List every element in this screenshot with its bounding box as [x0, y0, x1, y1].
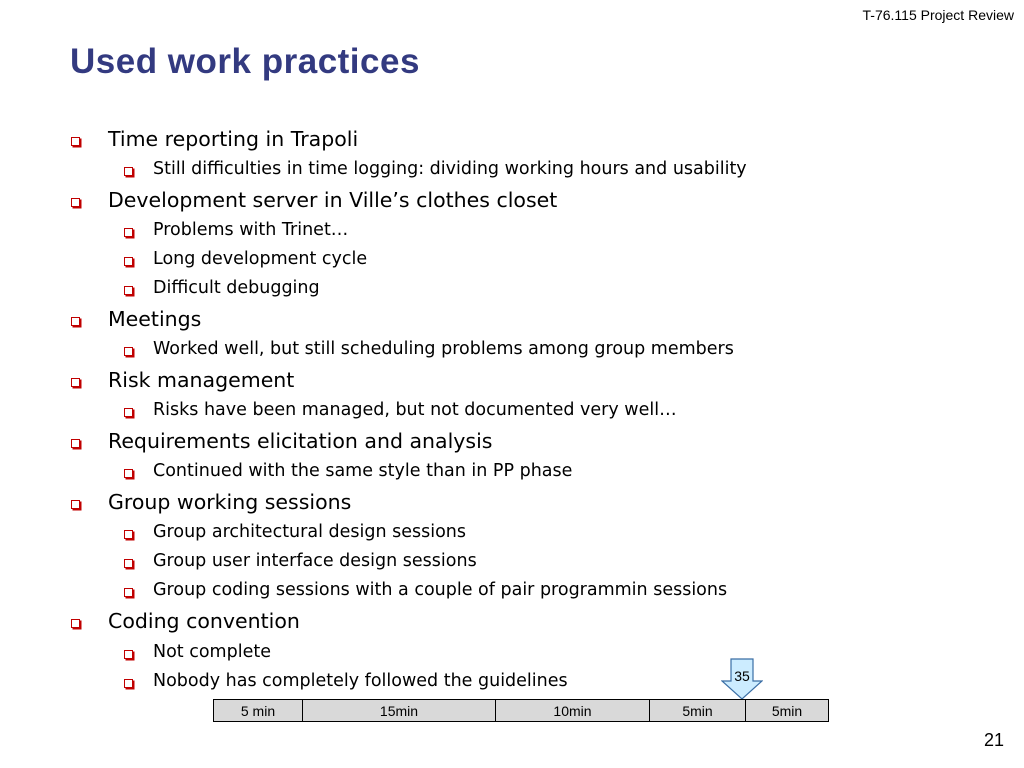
bullet-item: [108, 490, 351, 514]
bullet-text: Risk management: [108, 368, 295, 392]
bullet-item: [108, 188, 557, 212]
timeline-segment: 5min: [650, 700, 746, 721]
timeline-marker-label: 35: [734, 668, 750, 684]
sub-bullet-item: [153, 642, 271, 662]
sub-bullet-text: Problems with Trinet…: [153, 220, 349, 240]
bullet-square-icon: [124, 530, 133, 539]
bullet-square-icon: [124, 228, 133, 237]
sub-bullet-text: Nobody has completely followed the guidelines: [153, 671, 568, 691]
sub-bullet-text: Risks have been managed, but not documented very well…: [153, 400, 677, 420]
bullet-item: [108, 609, 300, 633]
sub-bullet-item: [153, 551, 477, 571]
sub-bullet-text: Not complete: [153, 642, 271, 662]
sub-bullet-item: [153, 400, 677, 420]
header-note: T-76.115 Project Review: [862, 7, 1014, 23]
sub-bullet-item: [153, 159, 747, 179]
bullet-square-icon: [124, 408, 133, 417]
bullet-text: Coding convention: [108, 609, 300, 633]
bullet-square-icon: [71, 317, 80, 326]
bullet-square-icon: [124, 257, 133, 266]
sub-bullet-item: [153, 339, 734, 359]
bullet-square-icon: [124, 469, 133, 478]
bullet-square-icon: [71, 500, 80, 509]
bullet-square-icon: [124, 588, 133, 597]
sub-bullet-item: [153, 461, 572, 481]
bullet-square-icon: [124, 347, 133, 356]
timeline-bar: [213, 699, 829, 722]
bullet-text: Development server in Ville’s clothes closet: [108, 188, 558, 212]
timeline-segment: 15min: [303, 700, 496, 721]
bullet-item: [108, 127, 358, 151]
sub-bullet-item: [153, 671, 568, 691]
bullet-text: Time reporting in Trapoli: [108, 127, 359, 151]
sub-bullet-text: Still difficulties in time logging: dividing working hours and usability: [153, 159, 747, 179]
sub-bullet-text: Group user interface design sessions: [153, 551, 477, 571]
bullet-square-icon: [124, 650, 133, 659]
timeline-segment: 10min: [496, 700, 650, 721]
timeline-segment: 5 min: [214, 700, 303, 721]
bullet-square-icon: [71, 198, 80, 207]
bullet-item: [108, 368, 294, 392]
bullet-square-icon: [124, 167, 133, 176]
bullet-text: Group working sessions: [108, 490, 352, 514]
bullet-square-icon: [71, 137, 80, 146]
bullet-item: [108, 307, 201, 331]
bullet-square-icon: [71, 378, 80, 387]
sub-bullet-item: [153, 278, 320, 298]
sub-bullet-text: Group coding sessions with a couple of pair programmin sessions: [153, 580, 728, 600]
bullet-square-icon: [71, 619, 80, 628]
page-number: 21: [983, 730, 1004, 750]
sub-bullet-text: Continued with the same style than in PP phase: [153, 461, 573, 481]
bullet-text: Requirements elicitation and analysis: [108, 429, 493, 453]
slide-title: Used work practices: [70, 42, 420, 81]
bullet-text: Meetings: [108, 307, 202, 331]
bullet-square-icon: [124, 559, 133, 568]
bullet-square-icon: [71, 439, 80, 448]
sub-bullet-item: [153, 522, 466, 542]
sub-bullet-item: [153, 220, 348, 240]
bullet-item: [108, 429, 492, 453]
sub-bullet-text: Worked well, but still scheduling problems among group members: [153, 339, 734, 359]
bullet-square-icon: [124, 286, 133, 295]
sub-bullet-item: [153, 249, 367, 269]
bullet-square-icon: [124, 679, 133, 688]
sub-bullet-text: Group architectural design sessions: [153, 522, 467, 542]
sub-bullet-text: Difficult debugging: [153, 278, 320, 298]
sub-bullet-item: [153, 580, 727, 600]
sub-bullet-text: Long development cycle: [153, 249, 368, 269]
timeline-segment: 5min: [771, 702, 803, 719]
